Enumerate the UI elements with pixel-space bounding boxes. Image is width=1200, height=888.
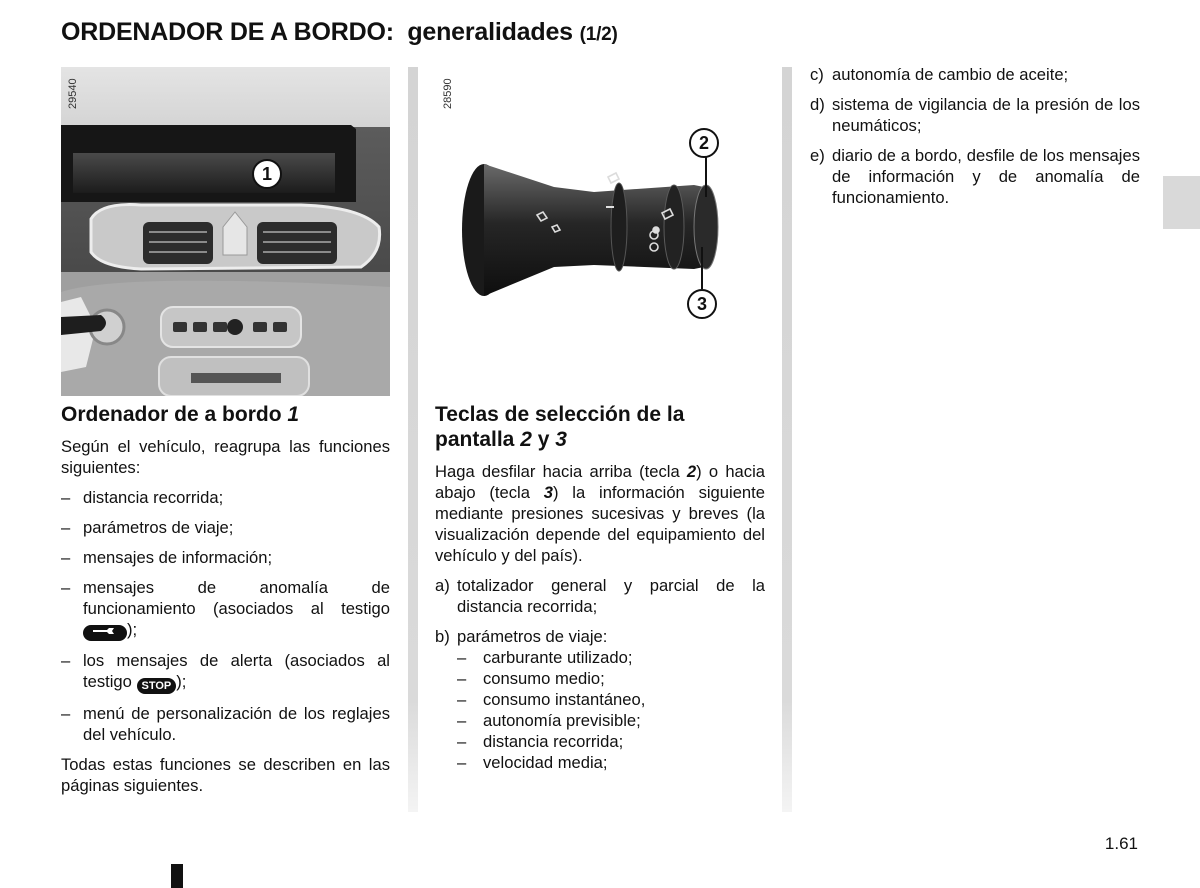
list-item-text: los mensajes de alerta (asociados al testigo xyxy=(83,651,390,691)
middle-column xyxy=(435,402,765,773)
figure-id-left: 29540 xyxy=(67,78,79,109)
middle-heading-line2: pantalla xyxy=(435,428,515,451)
callout-1: 1 xyxy=(252,159,282,189)
list-dash: – xyxy=(457,669,467,688)
list-item-text: totalizador general y parcial de la distancia recorrida; xyxy=(457,576,765,616)
list-item xyxy=(61,577,390,641)
right-column xyxy=(810,64,1140,208)
list-item-text: parámetros de viaje: xyxy=(457,627,608,646)
left-closing: Todas estas funciones se describen en las páginas siguientes. xyxy=(61,755,390,795)
list-item-text: parámetros de viaje; xyxy=(83,518,234,537)
sub-list-item xyxy=(457,668,765,689)
list-item xyxy=(61,703,390,745)
dashboard-illustration xyxy=(61,67,390,396)
middle-heading-line1: Teclas de selección de la xyxy=(435,403,685,426)
para-pre: Haga desfilar hacia arriba (tecla xyxy=(435,462,680,481)
column-divider-left xyxy=(408,67,418,812)
list-tag: c) xyxy=(810,65,824,84)
list-tag: a) xyxy=(435,576,450,595)
sub-list-text: distancia recorrida; xyxy=(483,732,624,751)
title-main: ORDENADOR DE A BORDO: generalidades xyxy=(61,18,573,46)
list-dash: – xyxy=(61,651,71,670)
list-dash: – xyxy=(457,711,467,730)
key-down-num: 3 xyxy=(543,483,553,502)
list-item-text: distancia recorrida; xyxy=(83,488,224,507)
list-item-text: menú de personalización de los reglajes del vehículo. xyxy=(83,704,390,744)
sub-list-item xyxy=(457,647,765,668)
column-divider-right xyxy=(782,67,792,812)
list-item-text: mensajes de información; xyxy=(83,548,273,567)
list-item-text: diario de a bordo, desfile de los mensajes de información y de anomalía de funcionamiento. xyxy=(832,146,1140,207)
list-item xyxy=(435,626,765,647)
list-item xyxy=(61,650,390,694)
list-dash: – xyxy=(61,548,71,567)
middle-paragraph xyxy=(435,461,765,566)
print-crop-mark xyxy=(171,864,183,888)
stalk-illustration xyxy=(434,67,764,337)
list-item xyxy=(61,517,390,538)
callout-3: 3 xyxy=(687,289,717,319)
list-item-text: mensajes de anomalía de funcionamiento (asociados al testigo xyxy=(83,578,390,618)
left-heading xyxy=(61,402,390,427)
list-item xyxy=(61,487,390,508)
figure-id-middle: 28590 xyxy=(442,78,454,109)
list-item-text: sistema de vigilancia de la presión de los neumáticos; xyxy=(832,95,1140,135)
section-thumb-tab xyxy=(1163,176,1200,229)
list-tag: e) xyxy=(810,146,825,165)
list-item xyxy=(61,547,390,568)
list-dash: – xyxy=(457,648,467,667)
list-dash: – xyxy=(457,732,467,751)
list-dash: – xyxy=(457,690,467,709)
para-mid: ) o hacia abajo (tecla xyxy=(435,462,765,502)
para-post: ) la información siguiente mediante presiones sucesivas y breves (la visualización depende del equipamiento del vehículo y del país). xyxy=(435,483,765,565)
middle-heading-and: y xyxy=(537,428,550,451)
sub-list xyxy=(457,647,765,773)
list-dash: – xyxy=(61,578,71,597)
left-intro: Según el vehículo, reagrupa las funciones siguientes: xyxy=(61,437,390,477)
left-heading-num: 1 xyxy=(287,403,300,426)
list-dash: – xyxy=(457,753,467,772)
middle-heading-num-a: 2 xyxy=(520,428,532,451)
sub-list-text: autonomía previsible; xyxy=(483,711,641,730)
page-title xyxy=(61,18,618,47)
list-tag: b) xyxy=(435,627,450,646)
left-heading-text: Ordenador de a bordo xyxy=(61,403,282,426)
key-up-num: 2 xyxy=(686,462,697,481)
stop-warning-icon: STOP xyxy=(137,678,177,694)
sub-list-item xyxy=(457,689,765,710)
list-item xyxy=(810,145,1140,208)
list-tag: d) xyxy=(810,95,825,114)
list-item-suffix: ); xyxy=(127,620,138,639)
title-part: (1/2) xyxy=(579,24,618,45)
sub-list-item xyxy=(457,731,765,752)
wrench-warning-icon xyxy=(83,625,127,641)
list-dash: – xyxy=(61,704,71,723)
dashboard-drawing xyxy=(61,67,390,396)
list-item-text: autonomía de cambio de aceite; xyxy=(832,65,1069,84)
list-dash: – xyxy=(61,518,71,537)
sub-list-item xyxy=(457,710,765,731)
sub-list-text: consumo instantáneo, xyxy=(483,690,646,709)
list-item-suffix: ); xyxy=(176,672,187,691)
list-item xyxy=(810,94,1140,136)
list-item xyxy=(810,64,1140,85)
left-column xyxy=(61,402,390,796)
sub-list-item xyxy=(457,752,765,773)
middle-heading-num-b: 3 xyxy=(555,428,567,451)
sub-list-text: carburante utilizado; xyxy=(483,648,633,667)
callout-2: 2 xyxy=(689,128,719,158)
sub-list-text: velocidad media; xyxy=(483,753,608,772)
list-dash: – xyxy=(61,488,71,507)
sub-list-text: consumo medio; xyxy=(483,669,605,688)
page-number: 1.61 xyxy=(1104,834,1138,853)
middle-heading xyxy=(435,402,765,452)
list-item xyxy=(435,575,765,617)
